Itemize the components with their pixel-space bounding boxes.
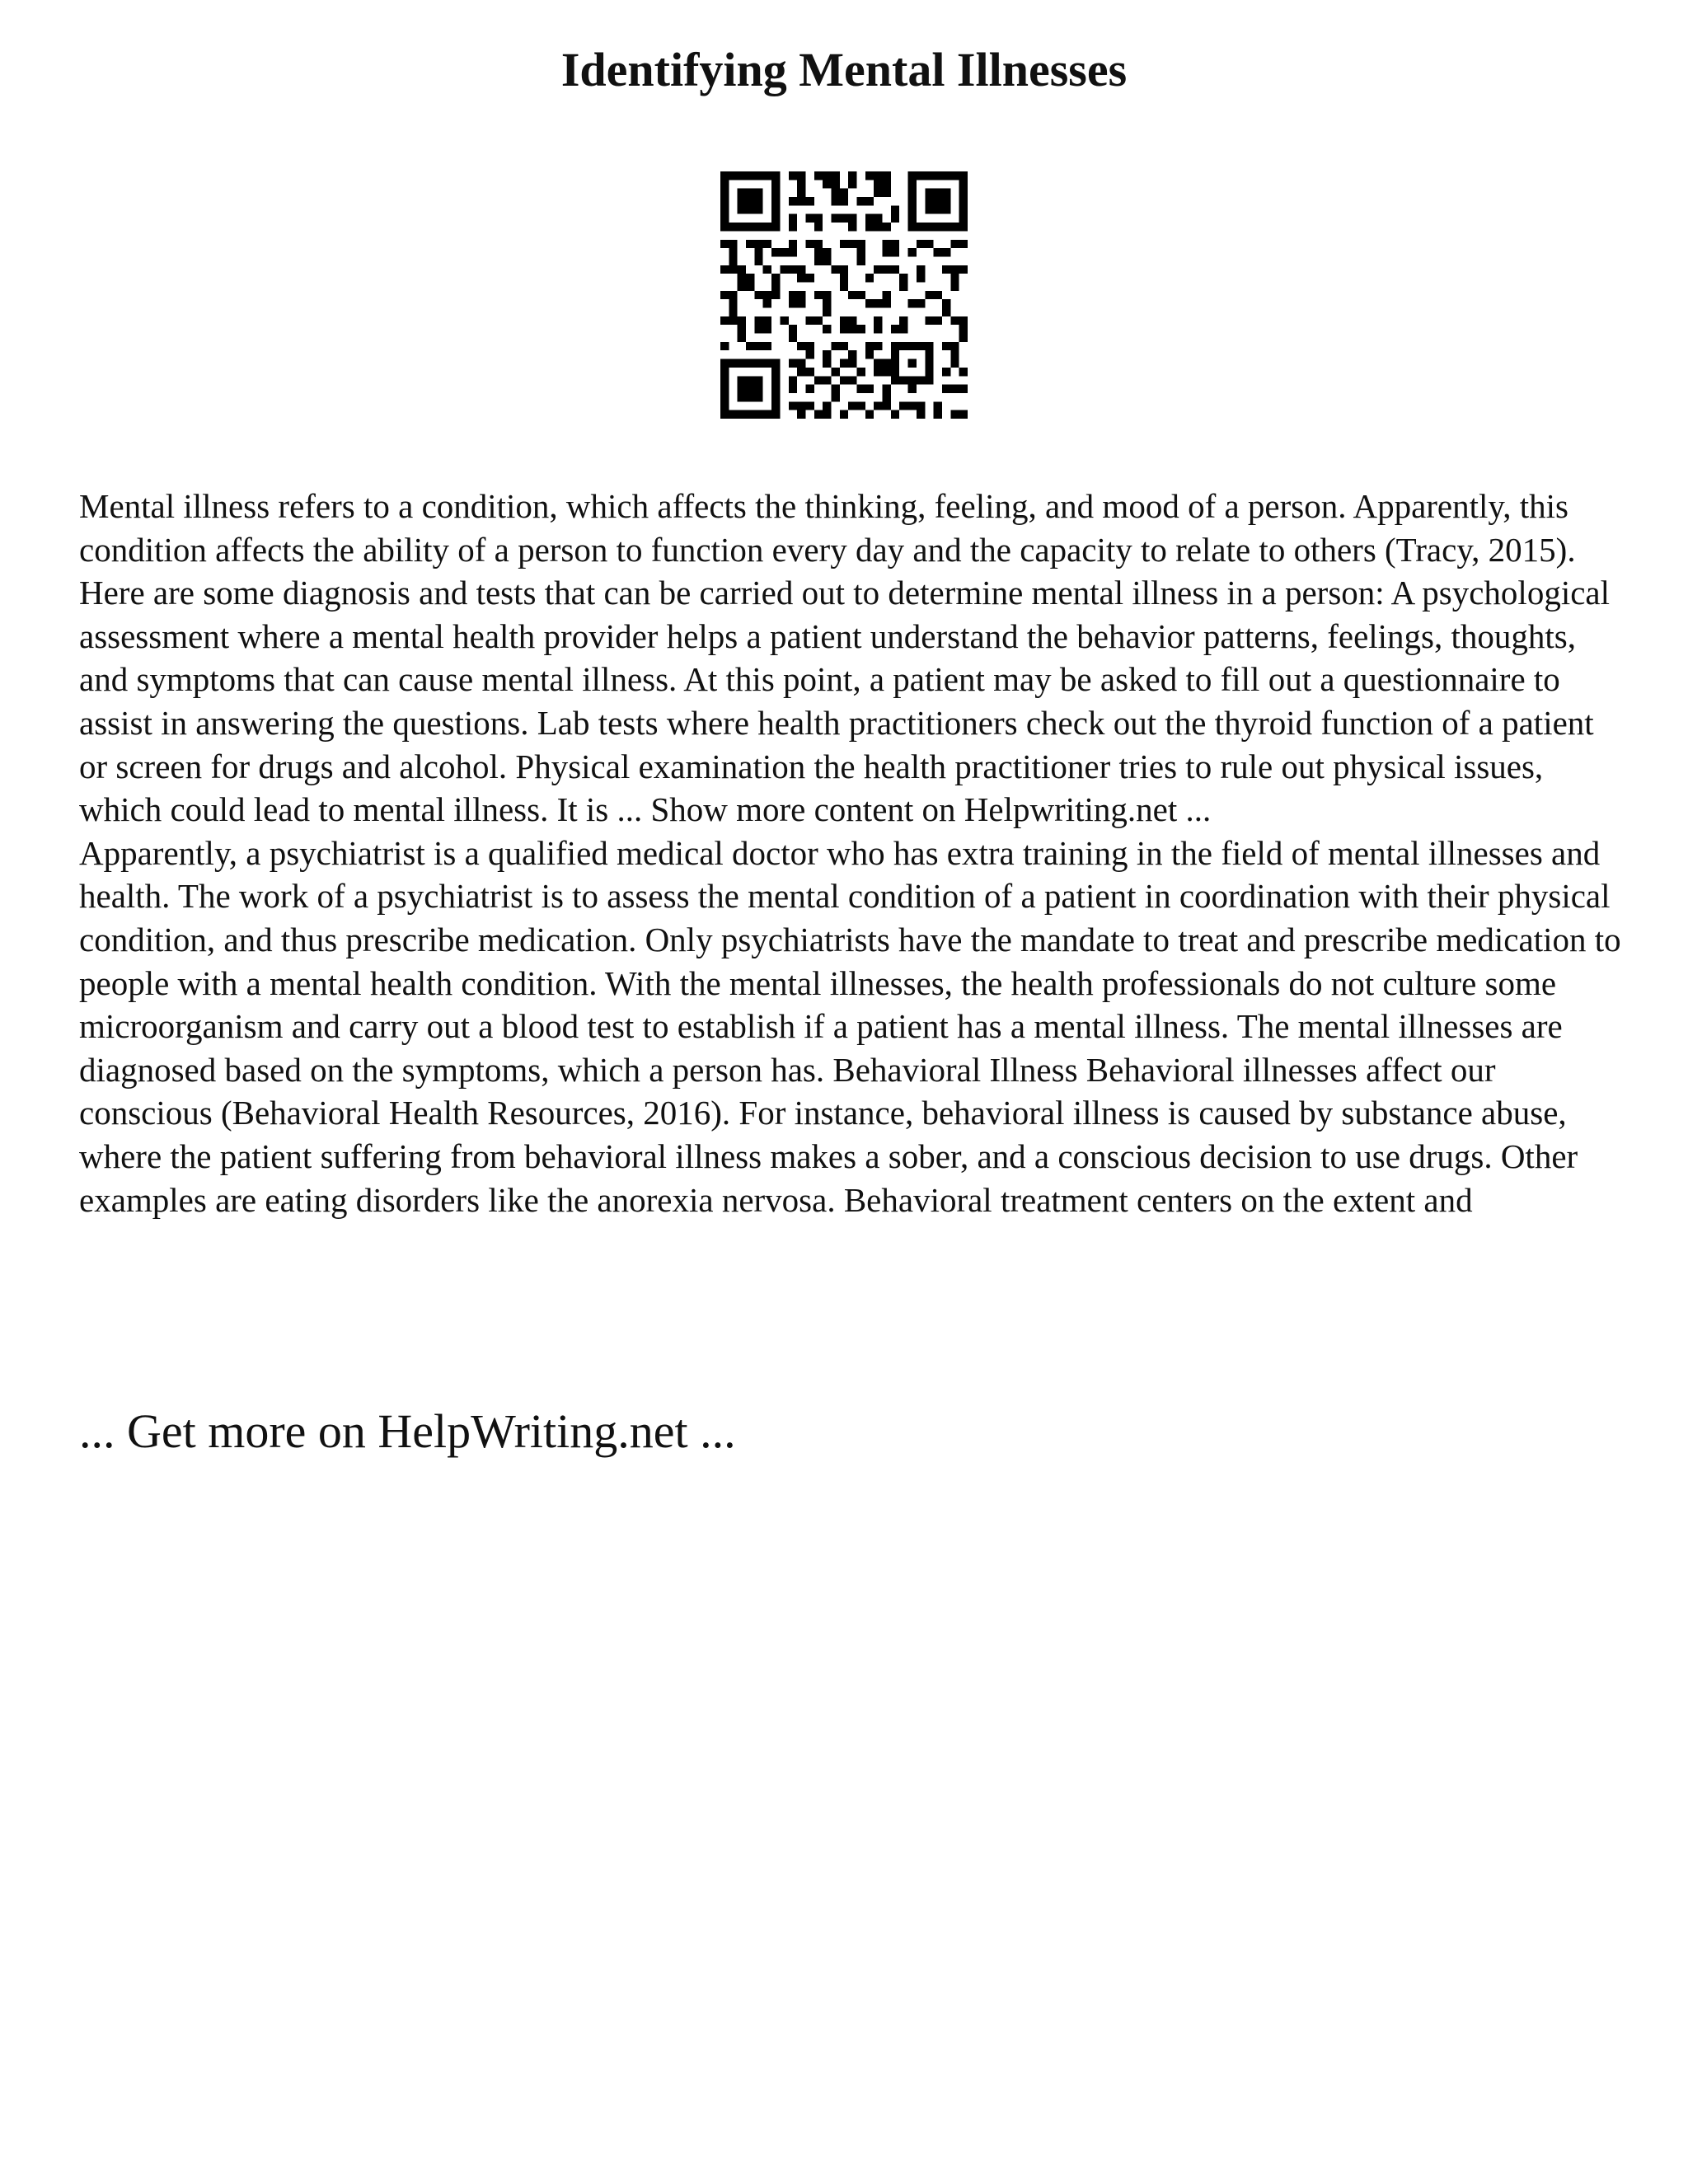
document-title: Identifying Mental Illnesses <box>560 43 1128 96</box>
get-more-link[interactable]: ... Get more on HelpWriting.net ... <box>79 1404 736 1458</box>
paragraph-1: Mental illness refers to a condition, which affects the thinking, feeling, and mood of a person. Apparently, this condition affects the ability of a person to function every day and the capacity to relate to others (Tracy, 2015). Here are some diagnosis and tests that can be carried out to determine mental illness in a person: A psychological assessment where a mental health provider helps a patient understand the behavior patterns, feelings, thoughts, and symptoms that can cause mental illness. At this point, a patient may be asked to fill out a questionnaire to assist in answering the questions. Lab tests where health practitioners check out the thyroid function of a patient or screen for drugs and alcohol. Physical examination the health practitioner tries to rule out physical issues, which could lead to mental illness. It is ... Show more content on Helpwriting.net ... <box>79 487 1610 829</box>
paragraph-2: Apparently, a psychiatrist is a qualified medical doctor who has extra training in the field of mental illnesses and health. The work of a psychiatrist is to assess the mental condition of a patient in coordination with their physical condition, and thus prescribe medication. Only psychiatrists have the mandate to treat and prescribe medication to people with a mental health condition. With the mental illnesses, the health professionals do not culture some microorganism and carry out a blood test to establish if a patient has a mental illness. The mental illnesses are diagnosed based on the symptoms, which a person has. Behavioral Illness Behavioral illnesses affect our conscious (Behavioral Health Resources, 2016). For instance, behavioral illness is caused by substance abuse, where the patient suffering from behavioral illness makes a sober, and a conscious decision to use drugs. Other examples are eating disorders like the anorexia nervosa. Behavioral treatment centers on the extent and <box>79 833 1621 1219</box>
qr-code-icon <box>720 171 968 419</box>
article-body <box>79 485 1629 1221</box>
